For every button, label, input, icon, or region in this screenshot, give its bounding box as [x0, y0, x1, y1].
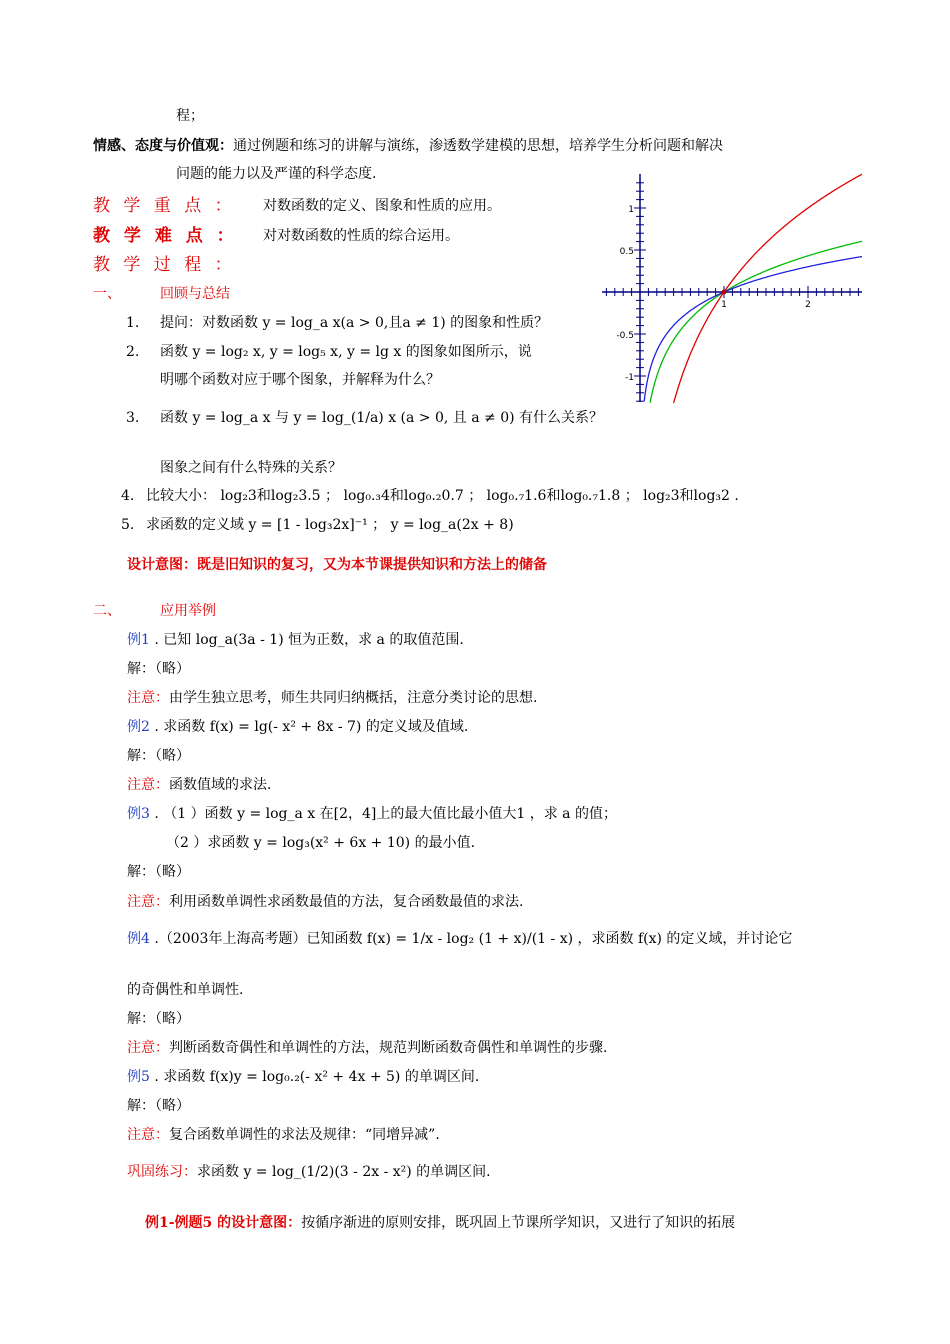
log5-curve	[650, 241, 862, 403]
item3-text: 函数 y = log_a x 与 y = log_(1/a) x (a > 0, 且 a ≠ 0) 有什么关系？	[160, 410, 604, 426]
y-tick-label: 1	[628, 205, 634, 215]
example5-text: . 求函数 f(x)y = log₀.₂(- x² + 4x + 5) 的单调区间.	[149, 1069, 480, 1085]
solution-4: 解：（略）	[127, 1011, 190, 1027]
graph-curves	[644, 174, 862, 403]
difficulty-text: 对对数函数的性质的综合运用。	[263, 228, 459, 244]
example1-label: 例1	[127, 632, 150, 648]
section2-title: 应用举例	[160, 603, 216, 619]
note5-text: 复合函数单调性的求法及规律：“同增异减”.	[169, 1127, 440, 1143]
attitude-line	[93, 136, 723, 156]
key-point-line	[93, 196, 236, 216]
item5-number: 5.	[121, 517, 135, 533]
attitude-text: 通过例题和练习的讲解与演练，渗透数学建模的思想，培养学生分析问题和解决	[233, 138, 723, 154]
final-intent-label: 例1-例题5 的设计意图：	[145, 1215, 302, 1231]
lg-curve	[644, 256, 862, 401]
example2-label: 例2	[127, 719, 150, 735]
example3-text: . （1 ）函数 y = log_a x 在[2，4]上的最大值比最小值大1 ，求 a 的值；	[149, 806, 617, 822]
attitude-label: 情感、态度与价值观：	[93, 138, 233, 154]
y-tick-label: -0.5	[616, 331, 634, 341]
final-intent	[145, 1213, 735, 1233]
item3-number: 3.	[126, 410, 140, 426]
note-label: 注意：	[127, 1127, 169, 1143]
note1-text: 由学生独立思考，师生共同归纳概括，注意分类讨论的思想.	[169, 690, 538, 706]
note4	[127, 1038, 607, 1058]
section1-number: 一、	[93, 286, 121, 302]
x-tick-label: 1	[721, 300, 727, 310]
note3	[127, 892, 523, 912]
y-tick-label: 0.5	[619, 247, 634, 257]
example4-text: .（2003年上海高考题）已知函数 f(x) = 1/x - log₂ (1 + x)/(1 - x) ，求函数 f(x) 的定义域，并讨论它	[149, 931, 793, 947]
difficulty-line	[93, 226, 238, 246]
intersection-point	[722, 290, 727, 295]
item1-number: 1.	[126, 315, 140, 331]
example5	[127, 1067, 479, 1087]
item4-number: 4.	[121, 488, 135, 504]
example4-label: 例4	[127, 931, 150, 947]
example5-label: 例5	[127, 1069, 150, 1085]
item5-text: 求函数的定义域 y = [1 - log₃2x]⁻¹ ； y = log_a(2x + 8)	[146, 517, 514, 533]
note2-text: 函数值域的求法.	[169, 777, 272, 793]
practice	[127, 1162, 491, 1182]
example4	[127, 929, 792, 949]
note4-text: 判断函数奇偶性和单调性的方法，规范判断函数奇偶性和单调性的步骤.	[169, 1040, 608, 1056]
log2-curve	[674, 174, 862, 403]
practice-text: 求函数 y = log_(1/2)(3 - 2x - x²) 的单调区间.	[197, 1164, 491, 1180]
note-label: 注意：	[127, 777, 169, 793]
item4-text: 比较大小： log₂3和log₂3.5 ； log₀.₃4和log₀.₂0.7 ； log₀.₇1.6和log₀.₇1.8 ； log₂3和log₃2 .	[146, 488, 739, 504]
final-intent-text: 按循序渐进的原则安排，既巩固上节课所学知识，又进行了知识的拓展	[301, 1215, 736, 1231]
example4-part2: 的奇偶性和单调性.	[127, 982, 244, 998]
section2-number: 二、	[93, 603, 121, 619]
practice-label: 巩固练习：	[127, 1164, 197, 1180]
key-point-text: 对数函数的定义、图象和性质的应用。	[263, 198, 501, 214]
solution-5: 解：（略）	[127, 1098, 190, 1114]
note-label: 注意：	[127, 1040, 169, 1056]
solution-3: 解：（略）	[127, 864, 190, 880]
x-tick-label: 2	[805, 300, 811, 310]
difficulty-label: 教 学 难 点 ：	[93, 226, 238, 246]
example3-label: 例3	[127, 806, 150, 822]
note1	[127, 688, 537, 708]
design-intent-1: 设计意图：既是旧知识的复习，又为本节课提供知识和方法上的储备	[127, 557, 547, 573]
note-label: 注意：	[127, 690, 169, 706]
process-label: 教 学 过 程 ：	[93, 255, 236, 275]
example1	[127, 630, 464, 650]
section1-title: 回顾与总结	[160, 286, 230, 302]
item1-text: 提问：对数函数 y = log_a x(a > 0,且a ≠ 1) 的图象和性质？	[160, 315, 549, 331]
example3-part2: （2 ）求函数 y = log₃(x² + 6x + 10) 的最小值.	[166, 835, 476, 851]
item2-text: 函数 y = log₂ x, y = log₅ x, y = lg x 的图象如图所示，说	[160, 344, 532, 360]
key-point-label: 教 学 重 点 ：	[93, 196, 236, 216]
attitude-text-2: 问题的能力以及严谨的科学态度.	[176, 166, 377, 182]
item3-text-2: 图象之间有什么特殊的关系？	[160, 460, 342, 476]
example3	[127, 804, 617, 824]
note5	[127, 1125, 440, 1145]
note-label: 注意：	[127, 894, 169, 910]
y-tick-label: -1	[625, 373, 634, 383]
example2	[127, 717, 468, 737]
item2-number: 2.	[126, 344, 140, 360]
solution-1: 解：（略）	[127, 661, 190, 677]
solution-2: 解：（略）	[127, 748, 190, 764]
log-functions-graph	[600, 172, 862, 404]
example2-text: . 求函数 f(x) = lg(- x² + 8x - 7) 的定义域及值域.	[149, 719, 469, 735]
example1-text: . 已知 log_a(3a - 1) 恒为正数，求 a 的取值范围.	[149, 632, 464, 648]
note3-text: 利用函数单调性求函数最值的方法，复合函数最值的求法.	[169, 894, 524, 910]
continued-line: 程；	[176, 108, 204, 124]
item2-text-2: 明哪个函数对应于哪个图象，并解释为什么？	[160, 372, 440, 388]
note2	[127, 775, 271, 795]
